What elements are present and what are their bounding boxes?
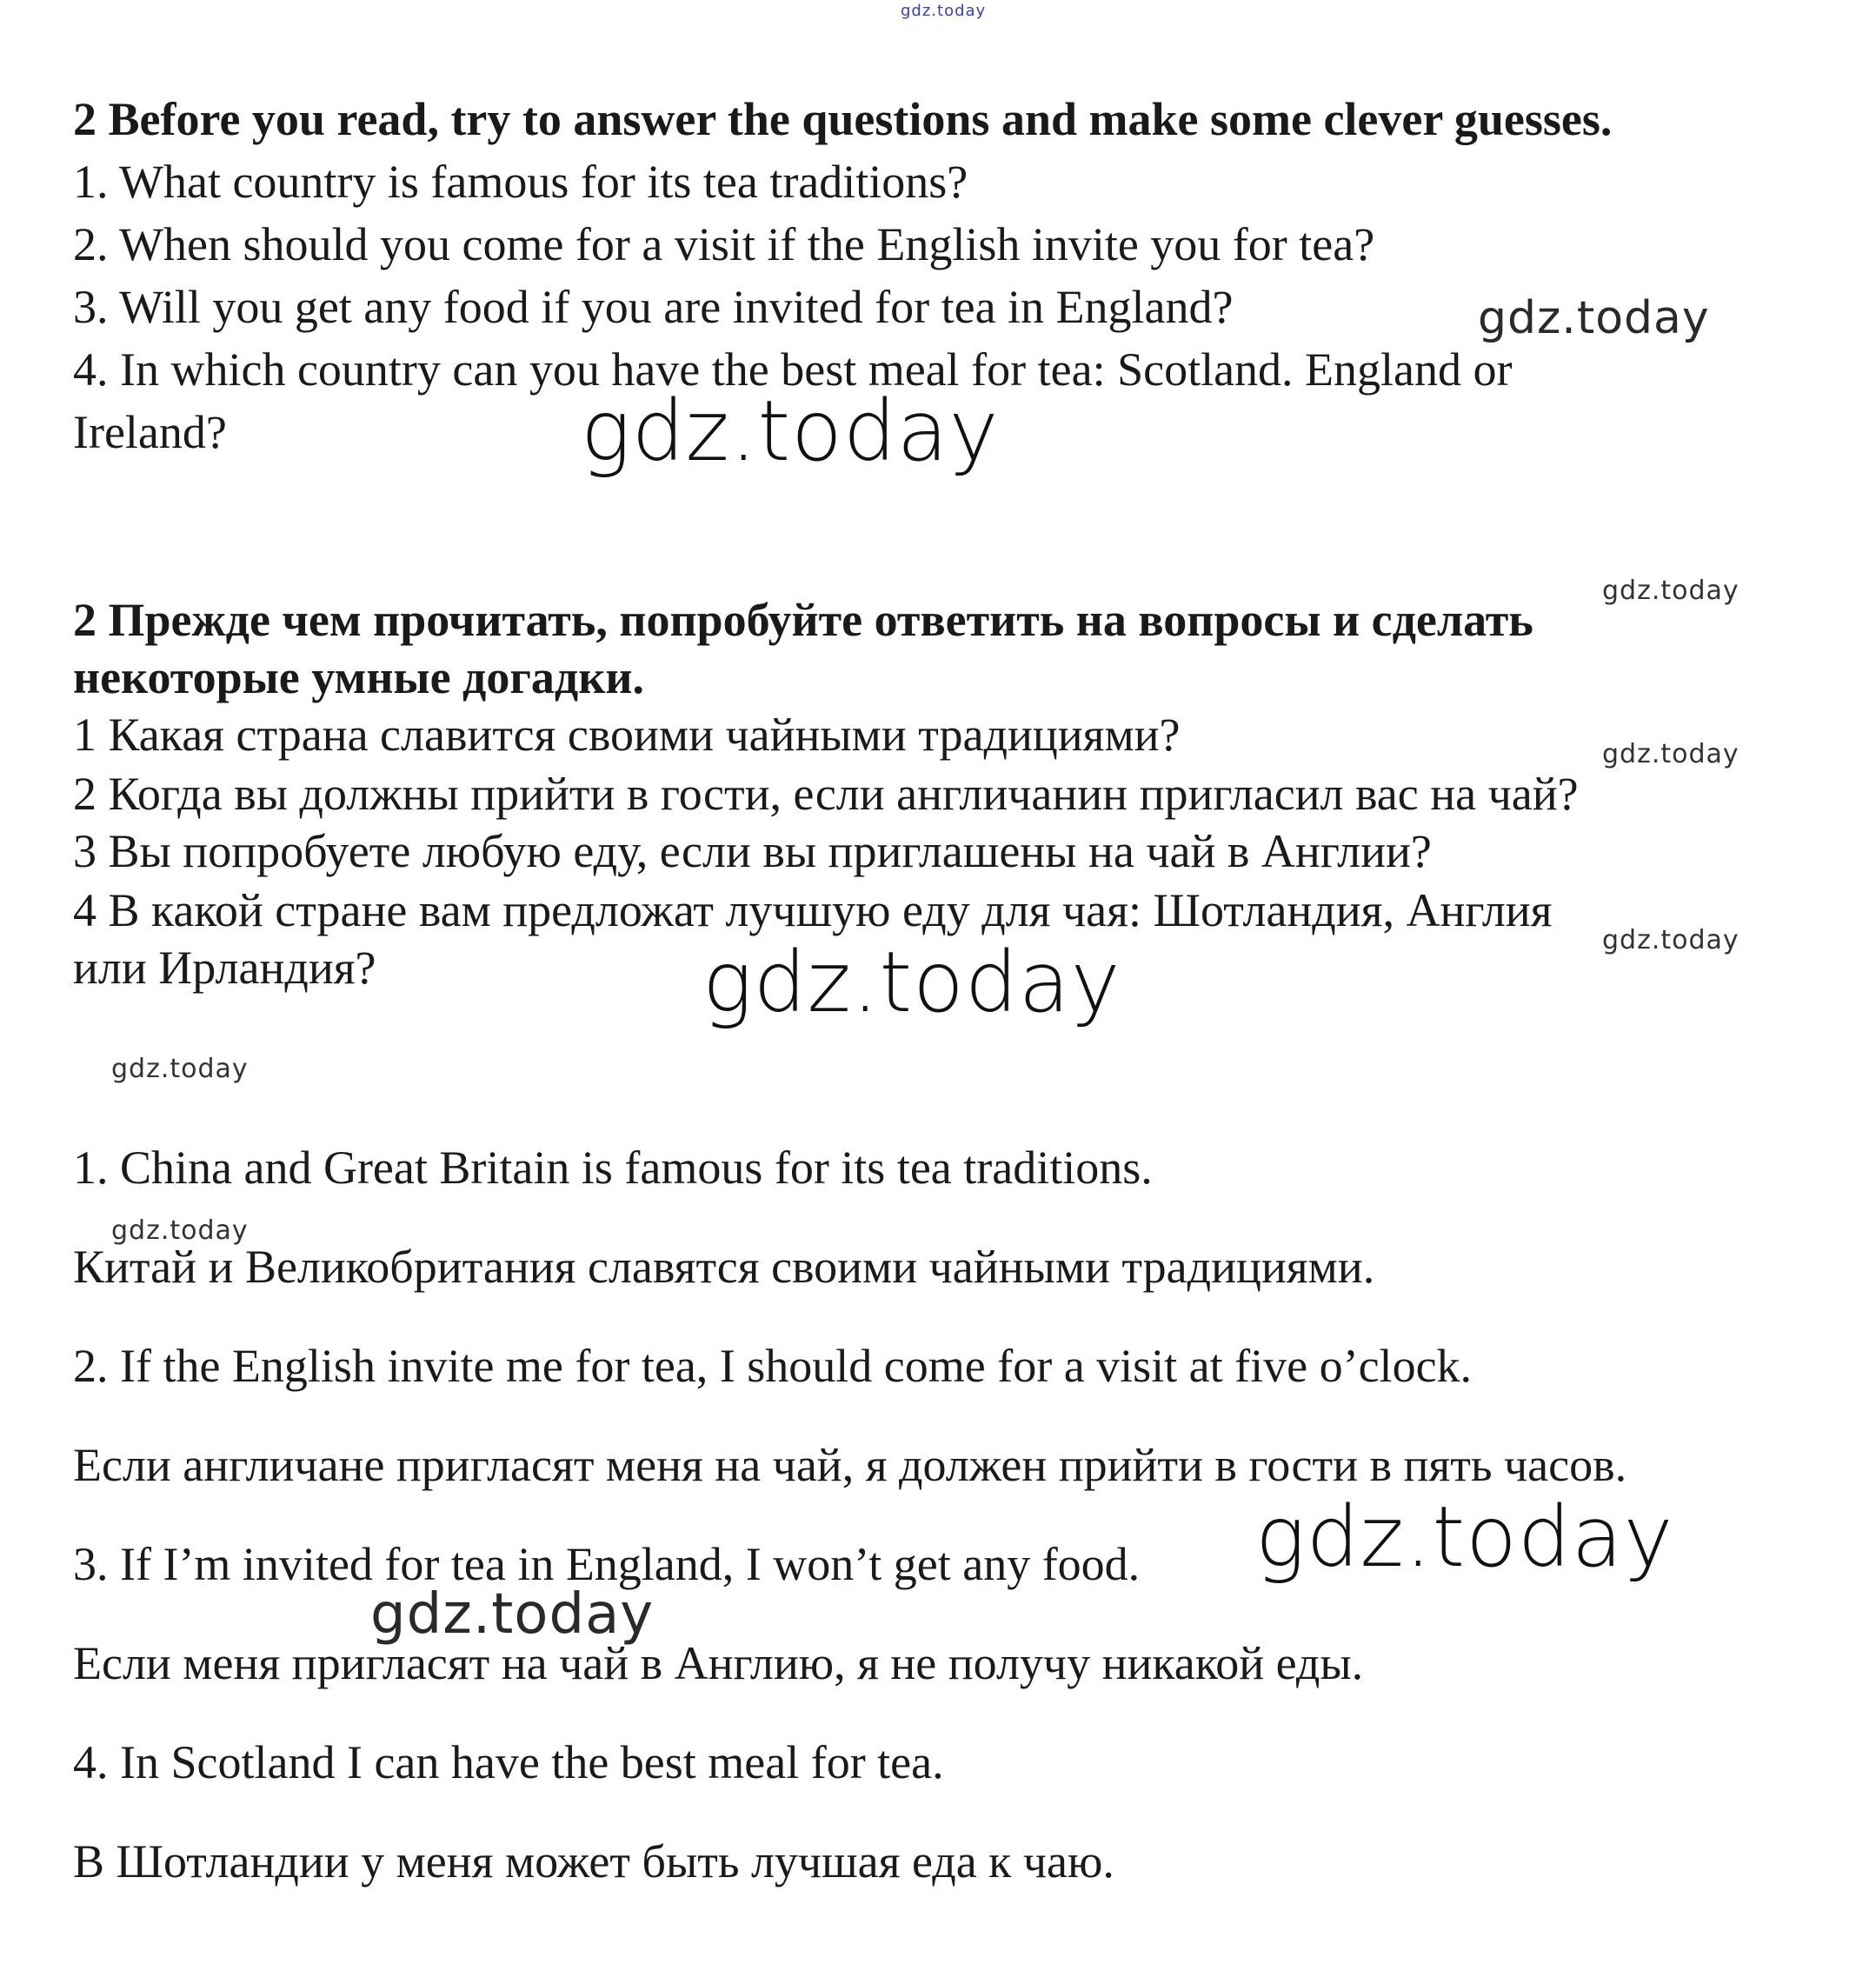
heading-en: 2 Before you read, try to answer the questions and make some clever guesses. [73, 93, 1613, 145]
question-en-4-cont: Ireland? [73, 406, 227, 458]
watermark: gdz.today [111, 1054, 249, 1084]
watermark: gdz.today [1602, 739, 1740, 769]
question-ru-1: 1 Какая страна славится своими чайными традициями? [73, 709, 1181, 761]
answer-ru-2: Если англичане пригласят меня на чай, я должен прийти в гости в пять часов. [73, 1439, 1627, 1491]
question-ru-4-cont: или Ирландия? [73, 942, 376, 994]
answer-en-3: 3. If I’m invited for tea in England, I won’t get any food. [73, 1538, 1141, 1590]
heading-ru-line2: некоторые умные догадки. [73, 651, 644, 703]
question-en-4: 4. In which country can you have the best meal for tea: Scotland. England or [73, 343, 1513, 396]
watermark: gdz.today [370, 1582, 655, 1647]
answer-en-1: 1. China and Great Britain is famous for its tea traditions. [73, 1142, 1153, 1194]
answer-ru-4: В Шотландии у меня может быть лучшая еда к чаю. [73, 1835, 1114, 1887]
question-ru-4: 4 В какой стране вам предложат лучшую еду для чая: Шотландия, Англия [73, 884, 1553, 936]
answer-en-2: 2. If the English invite me for tea, I should come for a visit at five o’clock. [73, 1340, 1473, 1392]
answer-ru-3: Если меня пригласят на чай в Англию, я не получу никакой еды. [73, 1637, 1364, 1689]
question-ru-3: 3 Вы попробуете любую еду, если вы приглашены на чай в Англии? [73, 825, 1432, 877]
watermark: gdz.today [1602, 576, 1740, 606]
watermark: gdz.today [1602, 925, 1740, 955]
answer-en-4: 4. In Scotland I can have the best meal for tea. [73, 1736, 944, 1788]
watermark: gdz.today [581, 383, 1000, 480]
question-en-1: 1. What country is famous for its tea traditions? [73, 156, 968, 208]
watermark: gdz.today [1478, 292, 1710, 344]
heading-ru-line1: 2 Прежде чем прочитать, попробуйте ответить на вопросы и сделать [73, 594, 1533, 646]
question-ru-2: 2 Когда вы должны прийти в гости, если англичанин пригласил вас на чай? [73, 768, 1579, 820]
answer-ru-1: Китай и Великобритания славятся своими чайными традициями. [73, 1241, 1375, 1293]
question-en-2: 2. When should you come for a visit if the English invite you for tea? [73, 218, 1375, 270]
watermark: gdz.today [702, 934, 1121, 1031]
watermark: gdz.today [1255, 1488, 1674, 1586]
watermark-top: gdz.today [901, 2, 987, 20]
watermark: gdz.today [111, 1215, 249, 1246]
question-en-3: 3. Will you get any food if you are invited for tea in England? [73, 281, 1234, 333]
